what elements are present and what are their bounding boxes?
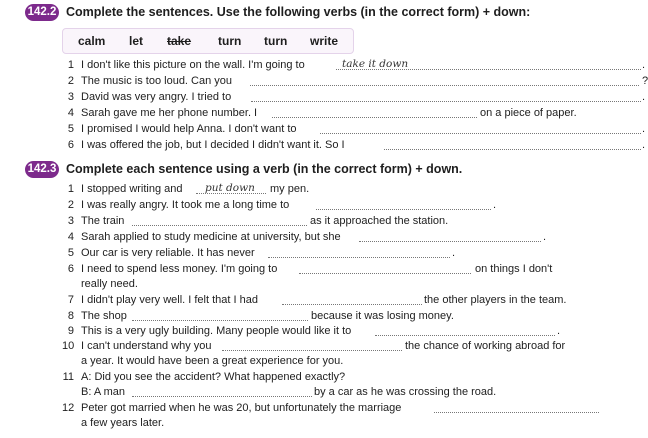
sentence-text: The shop [81,310,127,322]
sentence-item [62,339,602,353]
answer-blank[interactable] [272,106,477,118]
sentence-text: Sarah applied to study medicine at university, but she [81,231,341,243]
item-number: 2 [67,199,74,211]
answer-blank[interactable] [316,198,491,210]
sentence-text: I was offered the job, but I decided I didn't want it. So I [81,139,345,151]
sentence-item [62,122,646,136]
sentence-text: A: Did you see the accident? What happened exactly? [81,371,346,383]
item-number: 6 [67,263,74,275]
sentence-text: Peter got married when he was 20, but unfortunately the marriage [81,402,402,414]
sentence-text: really need. [81,278,138,290]
item-number: 3 [67,91,74,103]
sentence-item [62,214,602,228]
sentence-text: because it was losing money. [311,310,454,322]
sentence-continuation [62,416,602,430]
sentence-item [62,262,602,276]
sentence-text: David was very angry. I tried to [81,91,232,103]
sentence-text: . [452,247,456,259]
answer-blank[interactable] [250,74,639,86]
sentence-text: The music is too loud. Can you [81,75,233,87]
item-number: 1 [67,183,74,195]
sentence-continuation [62,385,602,399]
item-number: 7 [67,294,74,306]
sentence-continuation [62,277,602,291]
answer-blank[interactable] [320,122,641,134]
item-number: 1 [67,59,74,71]
sentence-text: by a car as he was crossing the road. [314,386,497,398]
sentence-text: . [557,325,561,337]
answer-blank[interactable] [375,324,555,336]
word-box [62,28,354,54]
sentence-text: . [642,139,646,151]
sentence-text: . [642,123,646,135]
item-number: 3 [67,215,74,227]
item-number: 10 [62,340,75,352]
item-number: 11 [62,371,74,383]
sentence-text: a year. It would have been a great experience for you. [81,355,344,367]
sentence-text: my pen. [270,183,310,195]
sentence-text: Our car is very reliable. It has never [81,247,255,259]
sentence-text: . [493,199,497,211]
sentence-continuation [62,354,602,368]
word-turn: turn [218,34,242,48]
sentence-text: the other players in the team. [424,294,567,306]
exercise-instruction: Complete each sentence using a verb (in the correct form) + down. [66,162,463,176]
sentence-item [62,58,646,72]
sentence-text: B: A man [81,386,126,398]
sentence-item [62,293,602,307]
exercise-number-badge: 142.2 [25,4,59,21]
sentence-text: I stopped writing and [81,183,183,195]
word-calm: calm [78,34,106,48]
sentence-text: I didn't play very well. I felt that I had [81,294,258,306]
sentence-text: I was really angry. It took me a long time to [81,199,290,211]
answer-blank[interactable] [132,214,307,226]
handwritten-answer: put down [205,182,255,194]
sentence-item [62,198,602,212]
item-number: 8 [67,310,74,322]
answer-blank[interactable] [132,385,312,397]
sentence-item [62,324,602,338]
sentence-item [62,74,648,88]
sentence-text: ? [642,75,648,87]
sentence-text: Sarah gave me her phone number. I [81,107,258,119]
sentence-item [62,370,602,384]
word-take-used: take [167,34,192,48]
word-let: let [129,34,144,48]
sentence-item [62,230,602,244]
sentence-text: on a piece of paper. [480,107,577,119]
sentence-item [62,246,602,260]
item-number: 12 [62,402,75,414]
item-number: 2 [67,75,74,87]
sentence-text: . [642,91,646,103]
answer-blank[interactable] [282,293,422,305]
sentence-text: the chance of working abroad for [405,340,566,352]
item-number: 5 [67,247,74,259]
sentence-text: a few years later. [81,417,165,429]
sentence-item [62,182,602,196]
sentence-text: on things I don't [475,263,553,275]
answer-blank[interactable] [251,90,641,102]
sentence-text: I promised I would help Anna. I don't want to [81,123,297,135]
word-write: write [310,34,339,48]
item-number: 4 [67,107,74,119]
answer-blank[interactable] [384,138,641,150]
sentence-text: I need to spend less money. I'm going to [81,263,278,275]
sentence-item [62,138,646,152]
answer-blank[interactable] [132,309,308,321]
exercise-number-badge: 142.3 [25,161,59,178]
sentence-item [62,90,646,104]
sentence-item [62,106,602,120]
sentence-text: as it approached the station. [310,215,449,227]
sentence-text: The train [81,215,125,227]
item-number: 5 [67,123,74,135]
answer-blank[interactable] [222,339,402,351]
exercise-instruction: Complete the sentences. Use the following verbs (in the correct form) + down: [66,5,531,19]
sentence-text: This is a very ugly building. Many people would like it to [81,325,352,337]
sentence-text: . [543,231,547,243]
word-turn: turn [264,34,288,48]
sentence-text: . [642,59,646,71]
handwritten-answer: take it down [342,58,409,70]
item-number: 4 [67,231,74,243]
sentence-text: I can't understand why you [81,340,212,352]
answer-blank[interactable] [359,230,541,242]
sentence-item [62,309,602,323]
sentence-item [62,401,602,415]
item-number: 6 [67,139,74,151]
answer-blank[interactable] [434,401,599,413]
answer-blank[interactable] [299,262,471,274]
item-number: 9 [67,325,74,337]
answer-blank[interactable] [268,246,450,258]
sentence-text: I don't like this picture on the wall. I'm going to [81,59,305,71]
